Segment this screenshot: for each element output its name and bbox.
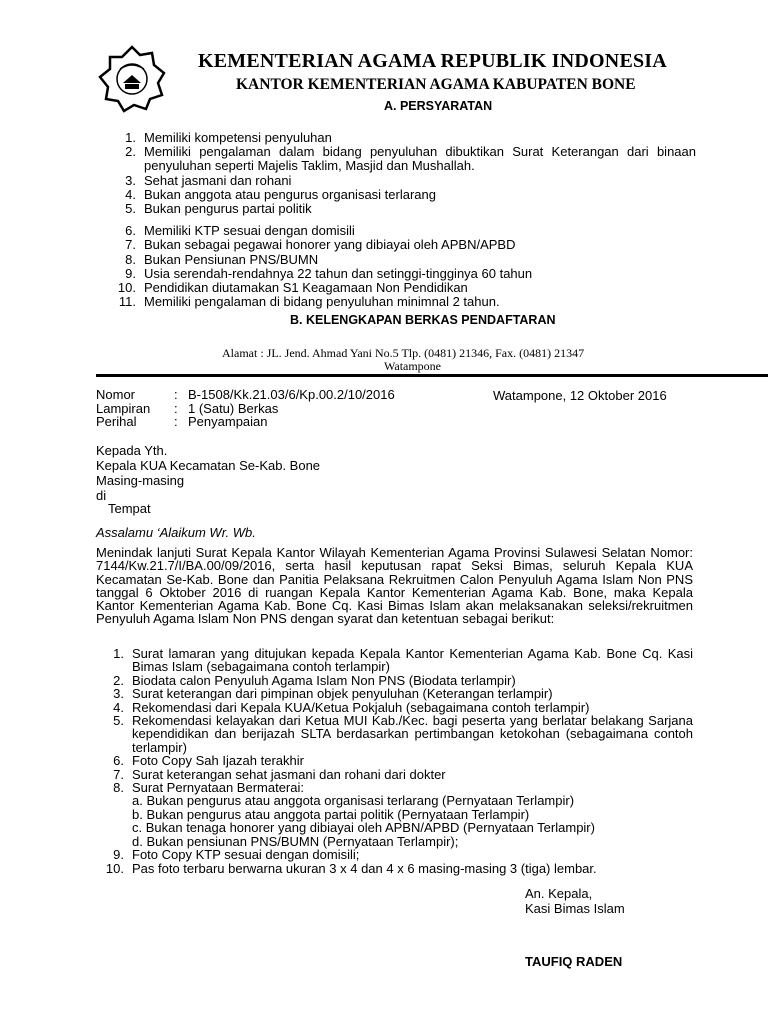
list-item: 6. Foto Copy Sah Ijazah terakhir (113, 753, 304, 769)
nomor-value: B-1508/Kk.21.03/6/Kp.00.2/10/2016 (188, 387, 395, 402)
letter-meta: Nomor : B-1508/Kk.21.03/6/Kp.00.2/10/2016 Lampiran : 1 (Satu) Berkas Perihal : Penyampaian (96, 387, 395, 429)
recipient-line: Kepada Yth. (96, 443, 168, 458)
letter-date: Watampone, 12 Oktober 2016 (493, 388, 667, 403)
list-item: 1. Memiliki kompetensi penyuluhan (125, 130, 332, 145)
section-b-title: B. KELENGKAPAN BERKAS PENDAFTARAN (290, 313, 556, 327)
list-item: 1. Surat lamaran yang ditujukan kepada Kepala Kantor Kementerian Agama Kab. Bone Cq. Kasi Bimas Islam (sebagaimana contoh terlampir) (113, 646, 693, 675)
list-item: 2. Memiliki pengalaman dalam bidang penyuluhan dibuktikan Surat Keterangan dari binaan penyuluhan seperti Majelis Taklim, Masjid dan Mushallah. (125, 144, 696, 174)
perihal-value: Penyampaian (188, 414, 268, 429)
signatory-name: TAUFIQ RADEN (525, 954, 623, 969)
letterhead-divider (96, 374, 768, 377)
nomor-label: Nomor (96, 387, 136, 402)
body-paragraph: Menindak lanjuti Surat Kepala Kantor Wilayah Kementerian Agama Provinsi Sulawesi Selatan Nomor: 7144/Kw.21.7/I/BA.00/09/2016, serta hasil keputusan rapat Seksi Bimas, seluruh Kepala KUA Kecamatan Se-Kab. Bone dan Panitia Pelaksana Rekruitmen Calon Penyuluh Agama Islam Non PNS tanggal 6 Oktober 2016 di ruangan Kepala Kantor Kementerian Agama Kab. Bone, maka Kepala Kantor Kementerian Agama Kab. Bone Cq. Kasi Bimas Islam akan melaksanakan seleksi/rekruitmen Penyuluh Agama Islam Non PNS dengan syarat dan ketentuan sebagai berikut: (96, 545, 693, 627)
list-item: 11. Memiliki pengalaman di bidang penyuluhan minimnal 2 tahun. (118, 294, 500, 310)
lampiran-value: 1 (Satu) Berkas (188, 400, 279, 416)
signature-block (525, 887, 625, 916)
lampiran-label: Lampiran (96, 400, 151, 416)
requirements-list (108, 131, 696, 309)
ministry-emblem-logo (96, 45, 168, 113)
signature-position: Kasi Bimas Islam (525, 900, 625, 916)
list-item: 7. Surat keterangan sehat jasmani dan rohani dari dokter (113, 766, 446, 782)
recipient-line: Masing-masing (96, 473, 185, 488)
list-item: b. Bukan pengurus atau anggota partai politik (Pernyataan Terlampir) (132, 806, 530, 822)
list-item: 5. Rekomendasi kelayakan dari Ketua MUI Kab./Kec. bagi peserta yang berlatar belakang Sarjana kependidikan dan berijazah SLTA berdasarkan pertimbangan ketokohan (sebagaimana contoh terlampir) (113, 713, 693, 755)
list-item: 7. Bukan sebagai pegawai honorer yang dibiayai oleh APBN/APBD (125, 237, 516, 253)
list-item: 8. Surat Pernyataan Bermaterai: (113, 780, 304, 796)
list-item: 2. Biodata calon Penyuluh Agama Islam Non PNS (Biodata terlampir) (113, 672, 516, 688)
list-item: d. Bukan pensiunan PNS/BUMN (Pernyataan Terlampir); (132, 833, 459, 849)
list-item: c. Bukan tenaga honorer yang dibiayai oleh APBN/APBD (Pernyataan Terlampir) (132, 820, 595, 836)
list-item: 3. Sehat jasmani dan rohani (125, 172, 292, 188)
list-item: 9. Usia serendah-rendahnya 22 tahun dan setinggi-tingginya 60 tahun (125, 265, 533, 281)
greeting: Assalamu ‘Alaikum Wr. Wb. (96, 525, 256, 540)
perihal-label: Perihal (96, 414, 137, 429)
recipient-line: di (96, 488, 107, 503)
list-item: 6. Memiliki KTP sesuai dengan domisili (125, 223, 355, 239)
signature-title: An. Kepala, (525, 886, 593, 901)
address-city: Watampone (384, 359, 442, 373)
list-item: 10. Pas foto terbaru berwarna ukuran 3 x 4 dan 4 x 6 masing-masing 3 (tiga) lembar. (105, 860, 597, 876)
list-item: 8. Bukan Pensiunan PNS/BUMN (125, 251, 319, 267)
recipient-block (96, 443, 320, 503)
ministry-title: KEMENTERIAN AGAMA REPUBLIK INDONESIA (198, 50, 667, 72)
list-item: 4. Rekomendasi dari Kepala KUA/Ketua Pokjaluh (sebagaimana contoh terlampir) (113, 699, 590, 715)
documents-list (96, 647, 693, 875)
list-item: 10. Pendidikan diutamakan S1 Keagamaan Non Pendidikan (117, 280, 468, 296)
list-item: 9. Foto Copy KTP sesuai dengan domisili; (113, 847, 360, 863)
section-a-title: A. PERSYARATAN (384, 99, 493, 113)
address-line: Alamat : JL. Jend. Ahmad Yani No.5 Tlp. (0481) 21346, Fax. (0481) 21347 (222, 346, 585, 360)
recipient-line: Kepala KUA Kecamatan Se-Kab. Bone (96, 458, 321, 473)
recipient-place: Tempat (108, 501, 151, 516)
office-title: KANTOR KEMENTERIAN AGAMA KABUPATEN BONE (236, 76, 636, 93)
list-item: 5. Bukan pengurus partai politik (125, 201, 312, 217)
list-item: a. Bukan pengurus atau anggota organisasi terlarang (Pernyataan Terlampir) (132, 793, 575, 809)
list-item: 3. Surat keterangan dari pimpinan objek penyuluhan (Keterangan terlampir) (113, 686, 553, 702)
list-item: 4. Bukan anggota atau pengurus organisasi terlarang (125, 186, 436, 202)
